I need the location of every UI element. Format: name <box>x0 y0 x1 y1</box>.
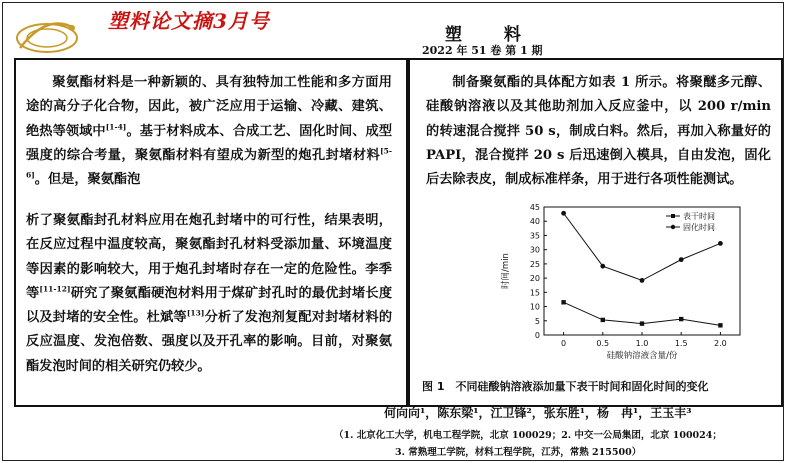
y-tick-label: 40 <box>529 217 540 227</box>
citation: [13] <box>186 308 205 318</box>
data-point-square <box>561 300 565 304</box>
right-column <box>408 58 783 407</box>
data-point-circle <box>640 278 645 283</box>
journal-name: 塑 料 <box>445 25 539 45</box>
citation: [1-4] <box>105 122 127 132</box>
author-list: 何向向¹，陈东梁¹，江卫锋²，张东胜¹，杨 冉¹，王玉丰³ <box>384 406 692 420</box>
right-paragraph: 制备聚氨酯的具体配方如表 1 所示。将聚醚多元醇、硅酸钠溶液以及其他助剂加入反应釜中，以 200 r/min 的转速混合搅拌 50 s，制成白料。然后，再加入称量好的 PAPI，混合搅拌 20 s 后迅速倒入模具，自由发泡，固化后去除表皮，制成标准样条，用于进行各项性能测试。 <box>426 75 771 188</box>
y-tick-label: 25 <box>529 259 540 269</box>
logo-icon <box>12 8 82 58</box>
affiliation-line-2: 3. 常熟理工学院，材料工程学院，江苏，常熟 215500） <box>395 447 642 458</box>
data-point-square <box>679 317 683 321</box>
x-tick-label: 0.5 <box>596 339 610 348</box>
x-tick-label: 1.0 <box>635 339 649 348</box>
y-tick-label: 10 <box>529 302 540 312</box>
y-tick-label: 20 <box>529 274 540 284</box>
issue-info: 2022 年 51 卷 第 1 期 <box>422 44 543 57</box>
data-point-circle <box>600 264 605 269</box>
legend-marker-circle <box>671 225 675 229</box>
figure-caption: 图 1 不同硅酸钠溶液添加量下表干时间和固化时间的变化 <box>422 380 709 393</box>
left-paragraph-bottom <box>26 209 392 379</box>
data-point-circle <box>718 241 723 246</box>
left-paragraph-top <box>26 71 392 192</box>
left-text-2: 。基于材料成本、合成工艺、固化时间、成型强度的综合考量，聚氨酯材料有望成为新型的炮孔封堵材料 <box>26 123 393 163</box>
left-text-1: 聚氨酯材料是一种新颖的、具有独特加工性能和多方面用途的高分子化合物，因此，被广泛应用于运输、冷藏、建筑、绝热等领域中 <box>26 75 392 139</box>
data-point-circle <box>679 257 684 262</box>
y-tick-label: 15 <box>529 288 540 298</box>
line-chart <box>496 197 766 377</box>
citation: [5-6] <box>26 146 392 180</box>
x-tick-label: 2.0 <box>714 339 727 348</box>
left-text-5: 研究了聚氨酯硬泡材料用于煤矿封孔时的最优封堵长度以及封堵的安全性。杜斌等 <box>26 285 393 326</box>
legend-marker-square <box>671 214 675 218</box>
data-point-square <box>718 323 722 327</box>
left-column <box>14 58 408 407</box>
y-tick-label: 45 <box>529 203 540 212</box>
y-tick-label: 5 <box>534 316 540 326</box>
x-tick-label: 1.5 <box>674 339 688 348</box>
x-axis-label: 硅酸钠溶液含量/份 <box>606 351 678 361</box>
data-point-square <box>601 318 605 322</box>
y-axis-label: 时间/min <box>501 253 511 289</box>
legend-label: 表干时间 <box>683 212 715 221</box>
masthead-title: 塑料论文摘3月号 <box>108 9 270 33</box>
left-text-6: 分析了发泡剂复配对封堵材料的反应温度、发泡倍数、强度以及开孔率的影响。目前，对聚氨酯发泡时间的相关研究仍较少。 <box>26 310 393 374</box>
left-text-3: 。但是，聚氨酯泡 <box>34 172 141 188</box>
affiliation-line-1: （1. 北京化工大学，机电工程学院，北京 100029；2. 中交一公局集团，北京 100024； <box>334 430 722 441</box>
data-point-circle <box>561 211 566 216</box>
legend-label: 固化时间 <box>683 223 715 232</box>
y-tick-label: 35 <box>529 231 540 241</box>
left-text-4: 析了聚氨酯封孔材料应用在炮孔封堵中的可行性，结果表明，在反应过程中温度较高，聚氨酯封孔材料受添加量、环境温度等因素的影响较大，用于炮孔封堵时存在一定的危险性。李季等 <box>26 213 392 301</box>
y-tick-label: 30 <box>529 245 540 255</box>
data-point-square <box>640 321 644 325</box>
x-tick-label: 0 <box>561 339 567 348</box>
citation: [11-12] <box>39 284 71 294</box>
y-tick-label: 0 <box>534 331 540 340</box>
